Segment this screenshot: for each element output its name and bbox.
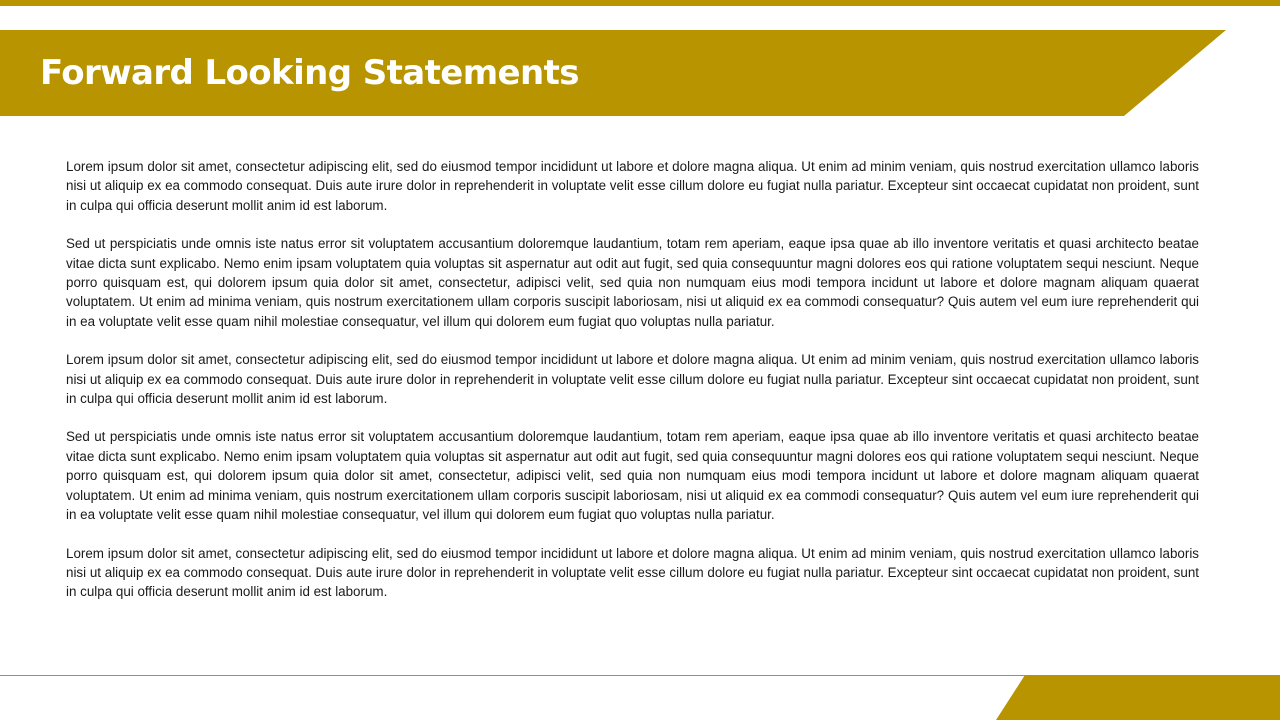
paragraph-5: Lorem ipsum dolor sit amet, consectetur adipiscing elit, sed do eiusmod tempor incididunt ut labore et dolore magna aliqua. Ut enim ad minim veniam, quis nostrud exercitation ullamco laboris nisi ut aliquip ex ea commodo consequat. Duis aute irure dolor in reprehenderit in voluptate velit esse cillum dolore eu fugiat nulla pariatur. Excepteur sint occaecat cupidatat non proident, sunt in culpa qui officia deserunt mollit anim id est laborum. xyxy=(66,545,1199,600)
top-accent-bar xyxy=(0,0,1280,6)
bottom-accent-polygon xyxy=(996,675,1280,720)
paragraph-2: Sed ut perspiciatis unde omnis iste natus error sit voluptatem accusantium doloremque laudantium, totam rem aperiam, eaque ipsa quae ab illo inventore veritatis et quasi architecto beatae vitae dicta sunt explicabo. Nemo enim ipsam voluptatem quia voluptas sit aspernatur aut odit aut fugit, sed quia consequuntur magni dolores eos qui ratione voluptatem sequi nesciunt. Neque porro quisquam est, qui dolorem ipsum quia dolor sit amet, consectetur, adipisci velit, sed quia non numquam eius modi tempora incidunt ut labore et dolore magnam aliquam quaerat voluptatem. Ut enim ad minima veniam, quis nostrum exercitationem ullam corporis suscipit laboriosam, nisi ut aliquid ex ea commodi consequatur? Quis autem vel eum iure reprehenderit qui in ea voluptate velit esse quam nihil molestiae consequatur, vel illum qui dolorem eum fugiat quo voluptas nulla pariatur. xyxy=(66,236,1199,329)
bottom-accent-shape xyxy=(0,675,1280,720)
paragraph-3: Lorem ipsum dolor sit amet, consectetur adipiscing elit, sed do eiusmod tempor incididunt ut labore et dolore magna aliqua. Ut enim ad minim veniam, quis nostrud exercitation ullamco laboris nisi ut aliquip ex ea commodo consequat. Duis aute irure dolor in reprehenderit in voluptate velit esse cillum dolore eu fugiat nulla pariatur. Excepteur sint occaecat cupidatat non proident, sunt in culpa qui officia deserunt mollit anim id est laborum. xyxy=(66,352,1199,407)
paragraph-4: Sed ut perspiciatis unde omnis iste natus error sit voluptatem accusantium doloremque laudantium, totam rem aperiam, eaque ipsa quae ab illo inventore veritatis et quasi architecto beatae vitae dicta sunt explicabo. Nemo enim ipsam voluptatem quia voluptas sit aspernatur aut odit aut fugit, sed quia consequuntur magni dolores eos qui ratione voluptatem sequi nesciunt. Neque porro quisquam est, qui dolorem ipsum quia dolor sit amet, consectetur, adipisci velit, sed quia non numquam eius modi tempora incidunt ut labore et dolore magnam aliquam quaerat voluptatem. Ut enim ad minima veniam, quis nostrum exercitationem ullam corporis suscipit laboriosam, nisi ut aliquid ex ea commodi consequatur? Quis autem vel eum iure reprehenderit qui in ea voluptate velit esse quam nihil molestiae consequatur, vel illum qui dolorem eum fugiat quo voluptas nulla pariatur. xyxy=(66,429,1199,523)
slide-title: Forward Looking Statements xyxy=(40,53,579,93)
paragraph-1: Lorem ipsum dolor sit amet, consectetur adipiscing elit, sed do eiusmod tempor incididunt ut labore et dolore magna aliqua. Ut enim ad minim veniam, quis nostrud exercitation ullamco laboris nisi ut aliquip ex ea commodo consequat. Duis aute irure dolor in reprehenderit in voluptate velit esse cillum dolore eu fugiat nulla pariatur. Excepteur sint occaecat cupidatat non proident, sunt in culpa qui officia deserunt mollit anim id est laborum. xyxy=(66,159,1199,213)
bottom-accent-svg xyxy=(0,675,1280,720)
body-text xyxy=(66,157,1199,621)
